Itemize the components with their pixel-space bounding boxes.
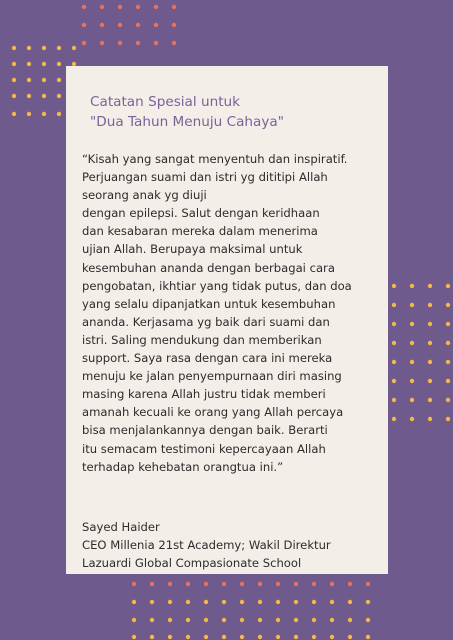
quote-line: ujian Allah. Berupaya maksimal untuk — [82, 242, 303, 257]
dots-right-yellow — [390, 282, 453, 426]
dots-bottom-mixed — [128, 580, 388, 640]
dots-top-orange — [80, 2, 180, 46]
quote-line: “Kisah yang sangat menyentuh dan inspiratif. — [82, 152, 348, 166]
quote-line: support. Saya rasa dengan cara ini mereka — [82, 351, 333, 366]
quote-line: ananda. Kerjasama yg baik dari suami dan — [82, 314, 330, 329]
signature-role-line-1: CEO Millenia 21st Academy; Wakil Direktur — [82, 538, 331, 552]
quote-line: pengobatan, ikhtiar yang tidak putus, dan doa — [82, 278, 352, 293]
dot-pattern-icon — [80, 2, 180, 46]
quote-line: masing karena Allah justru tidak memberi — [82, 387, 326, 402]
quote-line: dengan epilepsi. Salut dengan keridhaan — [82, 206, 320, 221]
testimonial-card — [66, 66, 388, 574]
quote-line: bisa menjalankannya dengan baik. Berarti — [82, 423, 328, 438]
testimonial-quote — [82, 150, 382, 476]
signature-name: Sayed Haider — [82, 520, 160, 534]
card-title-line-1: Catatan Spesial untuk — [90, 94, 241, 110]
dot-pattern-icon — [390, 282, 453, 426]
card-title — [90, 92, 284, 132]
quote-line: istri. Saling mendukung dan memberikan — [82, 332, 322, 347]
quote-line: kesembuhan ananda dengan berbagai cara — [82, 260, 335, 275]
quote-line: Perjuangan suami dan istri yg dititipi Allah — [82, 170, 328, 185]
dot-pattern-icon — [128, 580, 388, 640]
quote-line: itu semacam testimoni kepercayaan Allah — [82, 441, 326, 456]
quote-line: dan kesabaran mereka dalam menerima — [82, 224, 318, 239]
signature — [82, 518, 331, 572]
quote-line: terhadap kehebatan orangtua ini.” — [82, 459, 284, 474]
quote-line: seorang anak yg diuji — [82, 188, 207, 203]
signature-role-line-2: Lazuardi Global Compasionate School — [82, 556, 302, 570]
quote-line: amanah kecuali ke orang yang Allah percaya — [82, 405, 344, 420]
quote-line: menuju ke jalan penyempurnaan diri masing — [82, 369, 342, 384]
quote-line: yang selalu dipanjatkan untuk kesembuhan — [82, 296, 336, 311]
card-title-line-2: "Dua Tahun Menuju Cahaya" — [90, 114, 284, 130]
